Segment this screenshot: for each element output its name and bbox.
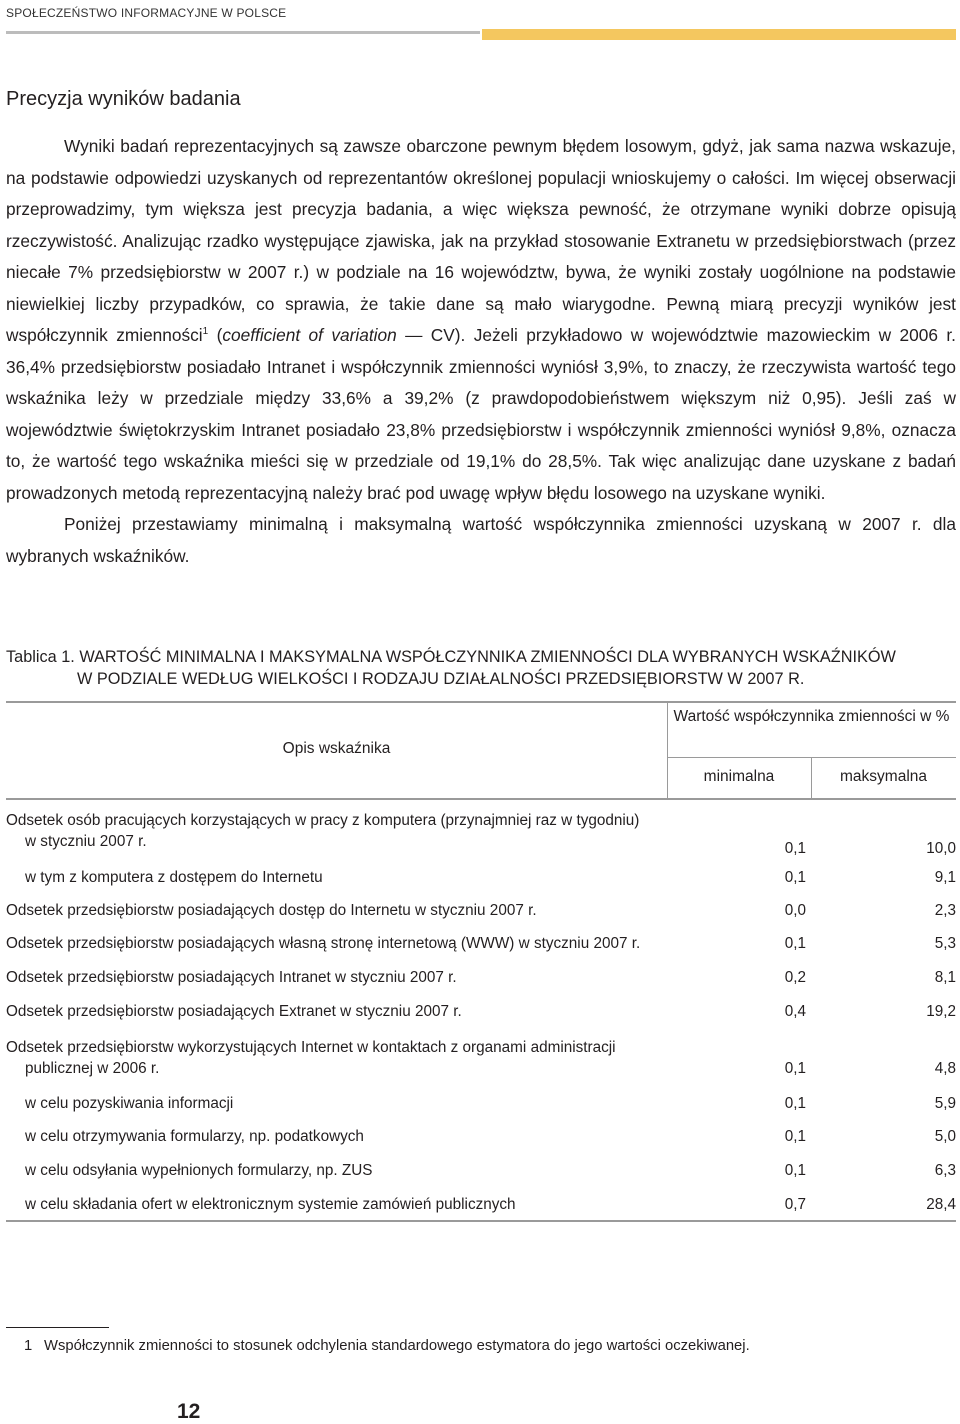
row-description: [6, 1038, 668, 1079]
table-top-rule: [6, 701, 956, 703]
row-description: w celu pozyskiwania informacji: [25, 1095, 234, 1112]
footnote-number: 1: [24, 1338, 33, 1354]
italic-term: coefficient of variation: [222, 325, 397, 345]
row-min-value: 0,1: [784, 1060, 806, 1077]
paragraph-1-text: Wyniki badań reprezentacyjnych są zawsze obarczone pewnym błędem losowym, gdyż, jak sama nazwa wskazuje, na podstawie odpowiedzi uzyskanych od reprezentantów określonej populacji wnioskujemy o całości. Im więcej obserwacji przeprowadzimy, tym większa jest precyzja badania, a więc większa pewność, że otrzymane wyniki dobrze opisują rzeczywistość. Analizując rzadko występujące zjawiska, jak na przykład stosowanie Extranetu w przedsiębiorstwach (przez niecałe 7% przedsiębiorstw w 2007 r.) w podziale na 16 województw, bywa, że wyniki zostały uogólnione na podstawie niewielkiej liczby przypadków, co sprawia, że takie dane są mało wiarygodne. Pewną miarą precyzji wyników jest współczynnik zmienności: [6, 136, 956, 345]
row-description-line1: Odsetek przedsiębiorstw wykorzystujących Internet w kontaktach z organami administracji: [6, 1039, 616, 1056]
row-max-value: 5,9: [934, 1095, 956, 1112]
footnote: [24, 1338, 750, 1354]
row-max-value: 9,1: [934, 869, 956, 886]
row-description: w celu otrzymywania formularzy, np. podatkowych: [25, 1128, 364, 1145]
footnote-text: Współczynnik zmienności to stosunek odchylenia standardowego estymatora do jego wartości oczekiwanej.: [44, 1338, 750, 1354]
row-min-value: 0,0: [784, 902, 806, 919]
footnote-ref: 1: [202, 326, 209, 338]
column-header-group: Wartość współczynnika zmienności w %: [673, 708, 950, 725]
row-min-value: 0,1: [784, 1162, 806, 1179]
table-row: [6, 1038, 956, 1079]
row-description: w celu odsyłania wypełnionych formularzy, np. ZUS: [25, 1162, 373, 1179]
table-caption: [6, 646, 956, 690]
header-rule-gray: [6, 31, 480, 34]
table-row: [6, 811, 956, 857]
row-description: Odsetek przedsiębiorstw posiadających Intranet w styczniu 2007 r.: [6, 969, 457, 986]
row-max-value: 6,3: [934, 1162, 956, 1179]
row-description: Odsetek przedsiębiorstw posiadających dostęp do Internetu w styczniu 2007 r.: [6, 902, 537, 919]
row-min-value: 0,1: [784, 1128, 806, 1145]
paren-open: (: [208, 325, 223, 345]
section-title: Precyzja wyników badania: [6, 88, 241, 110]
page-number: 12: [177, 1400, 201, 1423]
footnote-rule: [6, 1327, 109, 1328]
column-header-max: maksymalna: [840, 768, 927, 785]
table-bottom-rule: [6, 1220, 956, 1222]
row-description: Odsetek przedsiębiorstw posiadających Extranet w styczniu 2007 r.: [6, 1003, 462, 1020]
row-description: w celu składania ofert w elektronicznym systemie zamówień publicznych: [25, 1196, 516, 1213]
row-max-value: 19,2: [926, 1003, 956, 1020]
row-max-value: 8,1: [934, 969, 956, 986]
header-rule-gold: [482, 29, 956, 40]
row-max-value: 4,8: [934, 1060, 956, 1077]
row-min-value: 0,1: [784, 869, 806, 886]
column-header-min: minimalna: [703, 768, 775, 785]
body-text: [6, 131, 956, 572]
table-caption-line1: WARTOŚĆ MINIMALNA I MAKSYMALNA WSPÓŁCZYNNIKA ZMIENNOŚCI DLA WYBRANYCH WSKAŹNIKÓW: [79, 648, 896, 666]
row-min-value: 0,2: [784, 969, 806, 986]
row-description-line2: publicznej w 2006 r.: [25, 1059, 160, 1077]
row-max-value: 5,3: [934, 935, 956, 952]
row-min-value: 0,1: [784, 840, 806, 857]
paragraph-1-rest: — CV). Jeżeli przykładowo w województwie mazowieckim w 2006 r. 36,4% przedsiębiorstw posiadało Intranet i współczynnik zmienności wyniósł 3,9%, to znaczy, że rzeczywista wartość tego wskaźnika leży w przedziale między 33,6% a 39,2% (z prawdopodobieństwem większym niż 0,95). Jeśli zaś w województwie świętokrzyskim Intranet posiadało 23,8% przedsiębiorstw i współczynnik zmienności wyniósł 9,8%, oznacza to, że wartość tego wskaźnika mieści się w przedziale od 19,1% do 28,5%. Tak więc analizując dane uzyskane z badań prowadzonych metodą reprezentacyjną należy brać pod uwagę wpływ błędu losowego na uzyskane wyniki.: [6, 325, 956, 503]
row-description: w tym z komputera z dostępem do Internetu: [25, 869, 323, 886]
row-description: Odsetek przedsiębiorstw posiadających własną stronę internetową (WWW) w styczniu 2007 r.: [6, 935, 641, 952]
row-min-value: 0,7: [784, 1196, 806, 1213]
table-header-rule: [6, 798, 956, 800]
row-min-value: 0,4: [784, 1003, 806, 1020]
column-header-description: Opis wskaźnika: [282, 740, 391, 757]
row-max-value: 28,4: [926, 1196, 956, 1213]
row-description-line2: w styczniu 2007 r.: [25, 832, 147, 850]
row-max-value: 2,3: [934, 902, 956, 919]
row-description-line1: Odsetek osób pracujących korzystających w pracy z komputera (przynajmniej raz w tygodniu): [6, 812, 640, 829]
running-head: SPOŁECZEŃSTWO INFORMACYJNE W POLSCE: [6, 6, 287, 20]
row-min-value: 0,1: [784, 935, 806, 952]
paragraph-1: [6, 131, 956, 509]
paragraph-2: Poniżej przestawiamy minimalną i maksymalną wartość współczynnika zmienności uzyskaną w 2007 r. dla wybranych wskaźników.: [6, 514, 956, 566]
row-description: [6, 811, 668, 852]
row-max-value: 10,0: [926, 840, 956, 857]
table-caption-label: Tablica 1.: [6, 648, 75, 666]
row-min-value: 0,1: [784, 1095, 806, 1112]
table-caption-line2: W PODZIALE WEDŁUG WIELKOŚCI I RODZAJU DZIAŁALNOŚCI PRZEDSIĘBIORSTW W 2007 R.: [77, 670, 805, 688]
row-max-value: 5,0: [934, 1128, 956, 1145]
